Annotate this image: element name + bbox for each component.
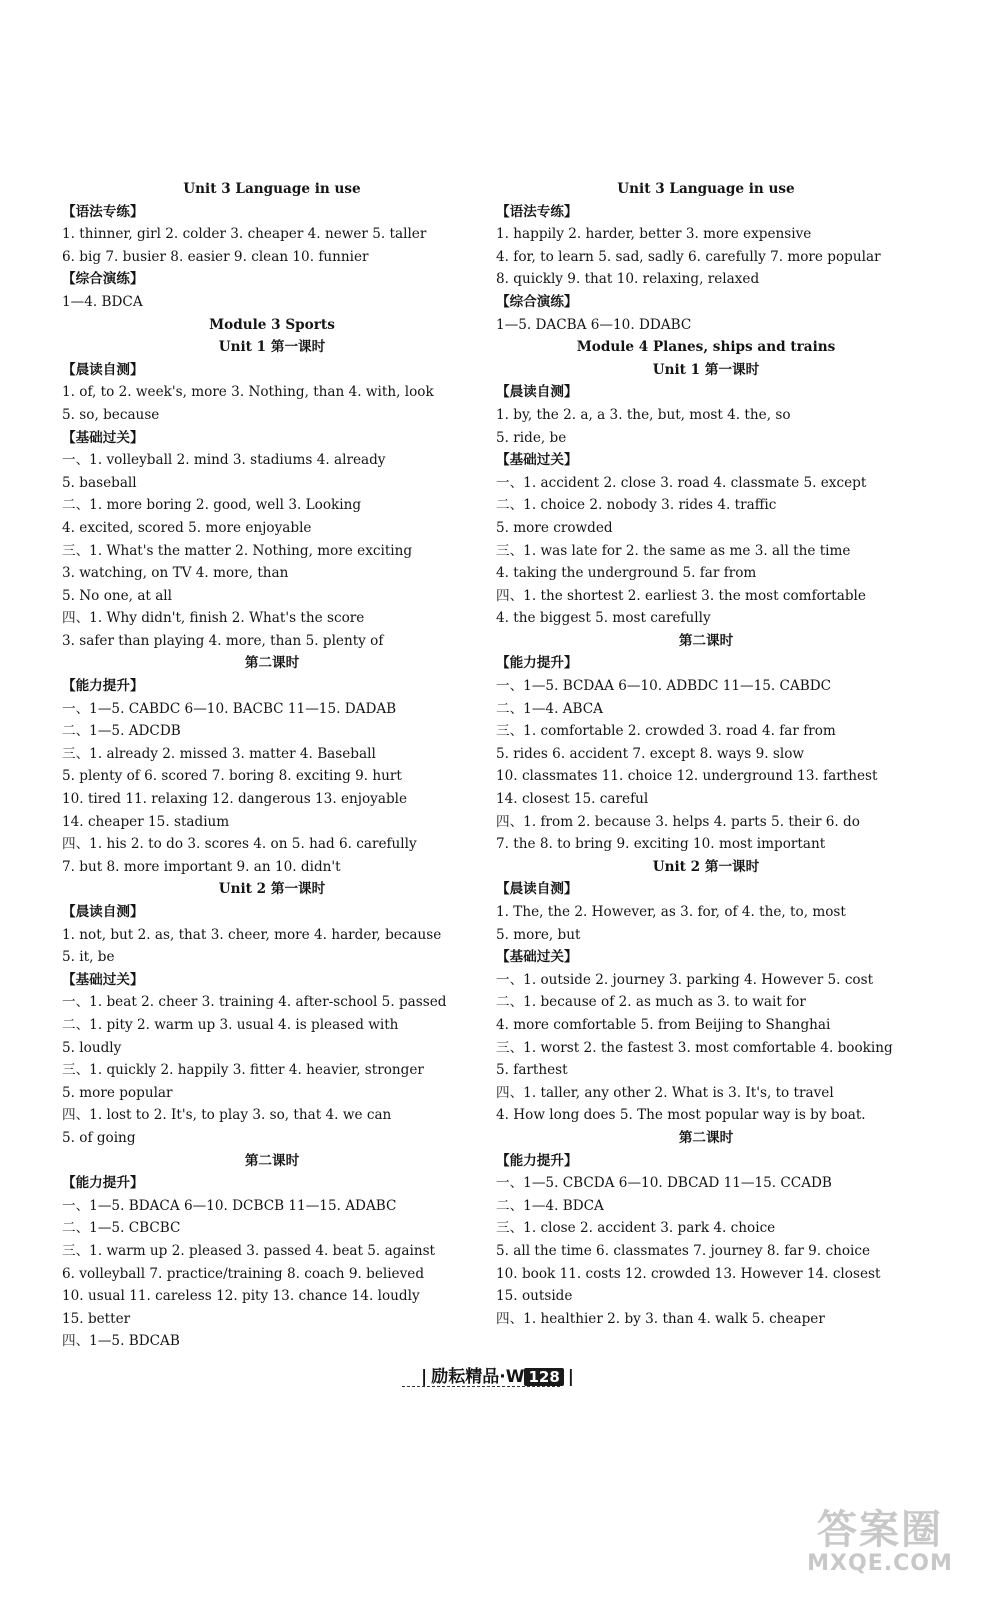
answer-line: 8. quickly 9. that 10. relaxing, relaxed [496,271,760,288]
answer-line: 3. watching, on TV 4. more, than [62,565,289,582]
answer-line: 四、1. the shortest 2. earliest 3. the most comfortable [496,587,866,604]
heading: Unit 1 第一课时 [218,339,326,356]
heading: 第二课时 [244,655,300,672]
answer-line: 5. No one, at all [62,587,173,604]
answer-line: 1. of, to 2. week's, more 3. Nothing, than 4. with, look [62,384,434,401]
section-label: 【综合演练】 [496,293,578,310]
section-label: 【基础过关】 [496,949,578,966]
answer-line: 5. rides 6. accident 7. except 8. ways 9. slow [496,745,805,762]
answer-line: 4. How long does 5. The most popular way is by boat. [496,1107,866,1124]
answer-line: 7. the 8. to bring 9. exciting 10. most important [496,836,826,853]
answer-line: 1—5. DACBA 6—10. DDABC [496,316,692,333]
section-label: 【晨读自测】 [62,361,144,378]
section-label: 【能力提升】 [62,678,144,695]
answer-line: 5. more crowded [496,519,613,536]
heading: Module 4 Planes, ships and trains [576,339,836,356]
answer-line: 三、1. worst 2. the fastest 3. most comfortable 4. booking [496,1039,893,1056]
answer-line: 15. better [62,1310,131,1327]
heading: Unit 3 Language in use [183,181,361,197]
footer-bar-right: | [567,1367,574,1387]
answer-line: 二、1—5. CBCBC [62,1220,181,1237]
answer-line: 四、1. Why didn't, finish 2. What's the score [62,610,365,627]
section-label: 【综合演练】 [62,271,144,288]
answer-line: 三、1. warm up 2. pleased 3. passed 4. beat 5. against [62,1242,436,1259]
answer-line: 三、1. comfortable 2. crowded 3. road 4. far from [496,723,836,740]
answer-line: 15. outside [496,1288,573,1305]
footer-dashed-rule [402,1386,560,1387]
answer-line: 1. thinner, girl 2. colder 3. cheaper 4. newer 5. taller [62,226,427,243]
answer-line: 一、1—5. BDACA 6—10. DCBCB 11—15. ADABC [62,1197,397,1214]
answer-line: 5. all the time 6. classmates 7. journey 8. far 9. choice [496,1242,871,1259]
answer-line: 一、1—5. BCDAA 6—10. ADBDC 11—15. CABDC [496,678,832,695]
answer-line: 1. by, the 2. a, a 3. the, but, most 4. the, so [496,406,791,423]
answer-line: 四、1. healthier 2. by 3. than 4. walk 5. cheaper [496,1310,825,1327]
answer-line: 5. farthest [496,1062,568,1079]
section-label: 【能力提升】 [496,1152,578,1169]
section-label: 【基础过关】 [62,429,144,446]
answer-line: 二、1—4. BDCA [496,1197,604,1214]
answer-line: 10. usual 11. careless 12. pity 13. chance 14. loudly [62,1288,420,1305]
answer-line: 三、1. What's the matter 2. Nothing, more exciting [62,542,413,559]
answer-line: 4. the biggest 5. most carefully [496,610,711,627]
answer-line: 一、1. accident 2. close 3. road 4. classmate 5. except [496,474,867,491]
section-label: 【晨读自测】 [496,881,578,898]
answer-line: 6. big 7. busier 8. easier 9. clean 10. funnier [62,248,369,265]
heading: Unit 2 第一课时 [218,881,326,898]
answer-line: 三、1. was late for 2. the same as me 3. all the time [496,542,851,559]
answer-line: 一、1—5. CABDC 6—10. BACBC 11—15. DADAB [62,700,397,717]
heading: Unit 2 第一课时 [652,858,760,875]
answer-line: 14. closest 15. careful [496,791,649,808]
left-column [62,178,482,1353]
answer-line: 一、1. outside 2. journey 3. parking 4. However 5. cost [496,971,874,988]
section-label: 【能力提升】 [62,1175,144,1192]
answer-line: 二、1. pity 2. warm up 3. usual 4. is pleased with [62,1016,399,1033]
answer-line: 5. more, but [496,926,581,943]
answer-line: 7. but 8. more important 9. an 10. didn't [62,858,341,875]
right-column [496,178,916,1330]
answer-line: 6. volleyball 7. practice/training 8. coach 9. believed [62,1265,425,1282]
answer-line: 二、1. more boring 2. good, well 3. Looking [62,497,362,514]
answer-line: 4. taking the underground 5. far from [496,565,757,582]
section-label: 【语法专练】 [496,203,578,220]
answer-line: 14. cheaper 15. stadium [62,813,230,830]
heading: 第二课时 [678,632,734,649]
answer-line: 5. of going [62,1129,136,1146]
section-label: 【语法专练】 [62,203,144,220]
answer-line: 5. more popular [62,1084,173,1101]
watermark-title: 答案圈 [817,1507,943,1553]
section-label: 【能力提升】 [496,655,578,672]
answer-line: 三、1. quickly 2. happily 3. fitter 4. heavier, stronger [62,1062,424,1079]
heading: 第二课时 [244,1152,300,1169]
answer-line: 四、1. lost to 2. It's, to play 3. so, that 4. we can [62,1107,392,1124]
answer-line: 四、1. taller, any other 2. What is 3. It's, to travel [496,1084,834,1101]
heading: Module 3 Sports [209,316,335,333]
section-label: 【晨读自测】 [62,904,144,920]
answer-line: 1—4. BDCA [62,293,143,310]
answer-line: 1. not, but 2. as, that 3. cheer, more 4. harder, because [62,926,442,943]
answer-line: 4. excited, scored 5. more enjoyable [62,519,312,536]
watermark-url: MXQE.COM [807,1551,953,1576]
page-footer [0,1362,995,1387]
answer-line: 三、1. already 2. missed 3. matter 4. Baseball [62,745,376,762]
footer-brand: 励耘精品·W [431,1367,525,1387]
answer-line: 一、1. volleyball 2. mind 3. stadiums 4. already [62,452,386,469]
answer-line: 4. more comfortable 5. from Beijing to Shanghai [496,1016,831,1033]
answer-line: 4. for, to learn 5. sad, sadly 6. carefully 7. more popular [496,248,881,265]
heading: Unit 3 Language in use [617,181,795,197]
answer-line: 四、1—5. BDCAB [62,1333,180,1350]
answer-line: 10. classmates 11. choice 12. underground 13. farthest [496,768,878,785]
answer-line: 10. book 11. costs 12. crowded 13. However 14. closest [496,1265,881,1282]
answer-line: 1. The, the 2. However, as 3. for, of 4. the, to, most [496,904,846,920]
answer-line: 5. so, because [62,406,160,423]
answer-line: 10. tired 11. relaxing 12. dangerous 13. enjoyable [62,791,408,808]
answer-line: 5. loudly [62,1039,122,1056]
answer-line: 5. it, be [62,949,115,966]
answer-line: 3. safer than playing 4. more, than 5. plenty of [62,632,384,649]
answer-line: 一、1—5. CBCDA 6—10. DBCAD 11—15. CCADB [496,1175,832,1192]
answer-line: 三、1. close 2. accident 3. park 4. choice [496,1220,776,1237]
answer-line: 二、1. choice 2. nobody 3. rides 4. traffic [496,497,777,514]
heading: Unit 1 第一课时 [652,361,760,378]
answer-line: 四、1. from 2. because 3. helps 4. parts 5. their 6. do [496,813,860,830]
answer-line: 5. plenty of 6. scored 7. boring 8. exciting 9. hurt [62,768,402,785]
page-number: 128 [524,1368,563,1386]
answer-line: 5. baseball [62,474,137,491]
watermark-logo [795,1508,965,1580]
answer-line: 1. happily 2. harder, better 3. more expensive [496,226,812,243]
answer-line: 四、1. his 2. to do 3. scores 4. on 5. had 6. carefully [62,836,417,853]
answer-line: 二、1. because of 2. as much as 3. to wait for [496,994,806,1011]
heading: 第二课时 [678,1129,734,1146]
section-label: 【晨读自测】 [496,384,578,401]
answer-line: 二、1—4. ABCA [496,700,603,717]
answer-line: 一、1. beat 2. cheer 3. training 4. after-school 5. passed [62,994,447,1011]
footer-bar-left: | [421,1367,428,1387]
answer-line: 5. ride, be [496,429,567,446]
section-label: 【基础过关】 [62,971,144,988]
answer-line: 二、1—5. ADCDB [62,723,181,740]
section-label: 【基础过关】 [496,452,578,469]
